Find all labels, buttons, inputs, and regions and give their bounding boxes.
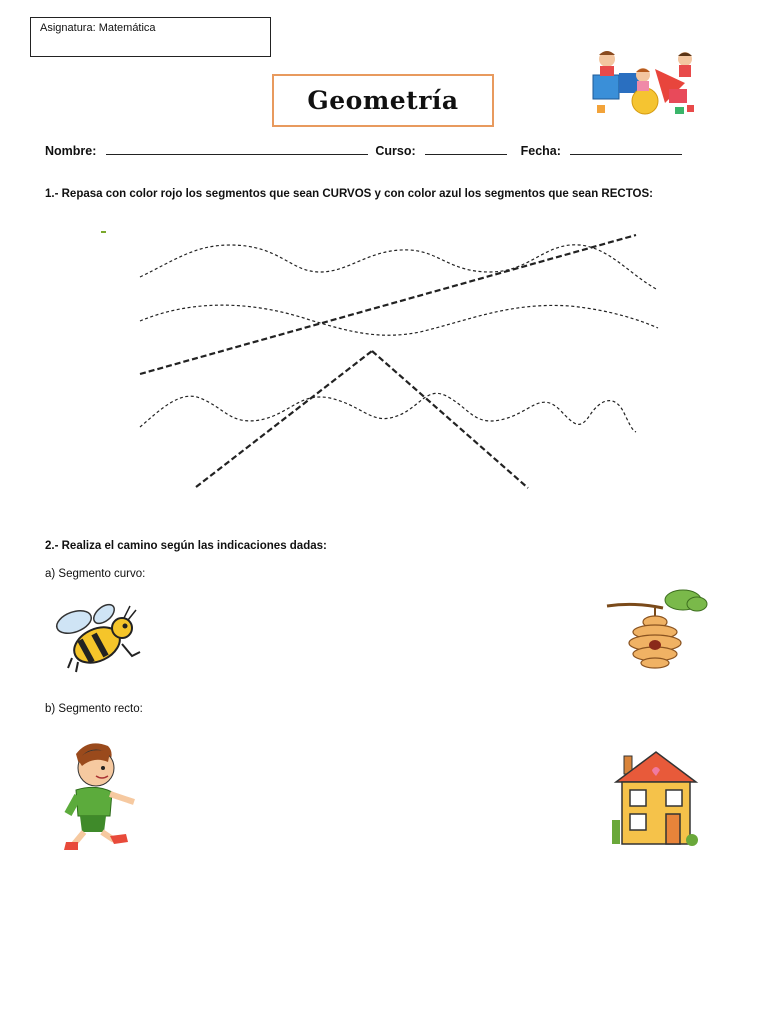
page-title: Geometría [307, 86, 459, 115]
beehive-icon [605, 586, 715, 671]
segments-drawing [0, 220, 768, 500]
course-field[interactable] [425, 144, 507, 155]
house-icon [612, 750, 702, 850]
boy-walking-icon [48, 738, 143, 856]
straight-segment-1[interactable] [140, 235, 636, 374]
part-b-label: b) Segmento recto: [45, 703, 143, 715]
bee-icon [52, 600, 147, 675]
date-label: Fecha: [520, 144, 561, 158]
course-label: Curso: [375, 144, 416, 158]
curved-segment-1[interactable] [140, 245, 658, 290]
subject-label: Asignatura: Matemática [40, 22, 156, 34]
children-shapes-illustration-icon [585, 45, 705, 120]
part-a-label: a) Segmento curvo: [45, 568, 146, 580]
page-title-box [272, 74, 494, 127]
exercise1-instruction: 1.- Repasa con color rojo los segmentos que sean CURVOS y con color azul los segmentos que sean RECTOS: [45, 188, 653, 200]
name-label: Nombre: [45, 144, 97, 158]
student-info-line [45, 144, 682, 158]
curved-segment-3[interactable] [140, 393, 636, 432]
straight-segment-2[interactable] [196, 351, 372, 487]
name-field[interactable] [106, 144, 368, 155]
date-field[interactable] [570, 144, 682, 155]
subject-box [30, 17, 271, 57]
curved-segment-2[interactable] [140, 305, 658, 335]
exercise2-instruction: 2.- Realiza el camino según las indicaciones dadas: [45, 540, 327, 552]
